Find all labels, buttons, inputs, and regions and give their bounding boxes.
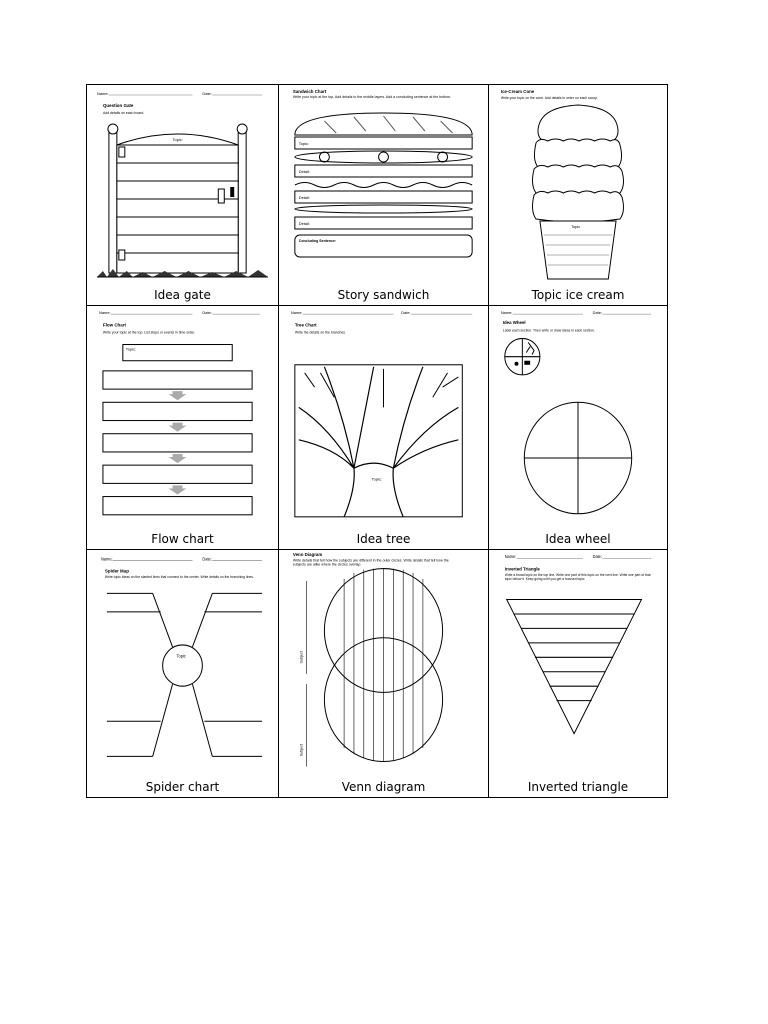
- card-caption: Story sandwich: [337, 288, 430, 302]
- card-venn-diagram: [279, 550, 488, 797]
- worksheet-title: Sandwich Chart: [292, 88, 327, 95]
- worksheet-title: Idea Wheel: [502, 320, 526, 326]
- worksheet-instructions: Write a broad topic on the top line. Write one part of this topic on the next line. Write one part of that topic below it. Keep going until you get a focused topic.: [504, 572, 651, 582]
- worksheet-instructions: Write details that tell how the subjects are different in the outer circles. Write details that tell how the subjects are alike where the circles overlap.: [292, 558, 449, 567]
- organizer-grid: [86, 84, 668, 798]
- name-label: Name:: [500, 310, 513, 316]
- date-label: Date:: [592, 554, 602, 560]
- subject-label: Subject: [299, 743, 304, 757]
- topic-label: Topic:: [371, 476, 382, 482]
- flow-chart-worksheet: [93, 306, 272, 529]
- worksheet-instructions: Write your topic on the cone. Add details in order on each scoop.: [500, 95, 599, 101]
- subject-label: Subject: [299, 651, 304, 664]
- card-inverted-triangle: [489, 550, 667, 797]
- tree-chart-worksheet: [285, 306, 482, 529]
- card-caption: Inverted triangle: [527, 780, 629, 794]
- card-caption: Flow chart: [151, 532, 214, 546]
- card-idea-gate: [87, 85, 278, 305]
- name-label: Name:: [96, 90, 109, 97]
- ice-cream-cone-worksheet: [495, 85, 661, 285]
- detail-label: Detail:: [298, 194, 310, 201]
- worksheet-instructions: Write topic ideas on the slanted lines that connect to the center. Write details on the branching lines.: [104, 574, 254, 579]
- card-caption: Idea wheel: [545, 532, 611, 546]
- worksheet-title: Ice-Cream Cone: [500, 88, 535, 95]
- worksheet-instructions: Write the details on the branches.: [294, 330, 346, 335]
- card-topic-ice-cream: [489, 85, 667, 305]
- venn-diagram-worksheet: [285, 550, 482, 777]
- topic-label: Topic: [176, 653, 186, 659]
- detail-label: Detail:: [298, 168, 310, 175]
- worksheet-instructions: Write your topic at the top. Add details to the middle layers. Add a concluding sentence at the bottom.: [292, 95, 452, 99]
- detail-label: Detail:: [298, 220, 310, 227]
- card-story-sandwich: [279, 85, 488, 305]
- question-gate-worksheet: [93, 85, 272, 285]
- card-caption: Spider chart: [145, 780, 220, 794]
- date-label: Date:: [401, 310, 411, 316]
- concluding-label: Concluding Sentence:: [298, 239, 337, 243]
- worksheet-title: Tree Chart: [294, 322, 317, 328]
- worksheet-instructions: Write your topic at the top. List steps or events in time order.: [102, 330, 196, 335]
- worksheet-title: Inverted Triangle: [504, 566, 540, 572]
- worksheet-title: Venn Diagram: [292, 552, 323, 558]
- name-label: Name:: [504, 554, 517, 560]
- idea-wheel-worksheet: [495, 306, 661, 529]
- topic-label: Topic:: [172, 136, 183, 143]
- topic-label: Topic:: [298, 140, 310, 147]
- card-spider-chart: [87, 550, 278, 797]
- name-label: Name:: [98, 310, 111, 316]
- worksheet-title: Spider Map: [104, 568, 129, 574]
- worksheet-instructions: Label each section. Then write or draw ideas in each section.: [502, 328, 595, 333]
- worksheet-title: Flow Chart: [102, 322, 126, 328]
- card-caption: Topic ice cream: [531, 288, 625, 302]
- spider-map-worksheet: [93, 550, 272, 777]
- card-flow-chart: [87, 306, 278, 549]
- date-label: Date:: [202, 310, 212, 316]
- date-label: Date:: [592, 310, 602, 316]
- card-caption: Idea tree: [356, 532, 411, 546]
- date-label: Date:: [202, 90, 212, 97]
- card-caption: Idea gate: [154, 288, 211, 302]
- card-idea-wheel: [489, 306, 667, 549]
- date-label: Date:: [202, 556, 212, 562]
- topic-label: Topic: [571, 223, 581, 230]
- inverted-triangle-worksheet: [495, 550, 661, 777]
- worksheet-instructions: Add details on each board.: [102, 110, 145, 116]
- card-idea-tree: [279, 306, 488, 549]
- sandwich-chart-worksheet: [285, 85, 482, 285]
- card-caption: Venn diagram: [341, 780, 426, 794]
- topic-label: Topic:: [125, 346, 137, 352]
- name-label: Name:: [290, 310, 303, 316]
- name-label: Name:: [100, 556, 113, 562]
- worksheet-title: Question Gate: [102, 102, 134, 109]
